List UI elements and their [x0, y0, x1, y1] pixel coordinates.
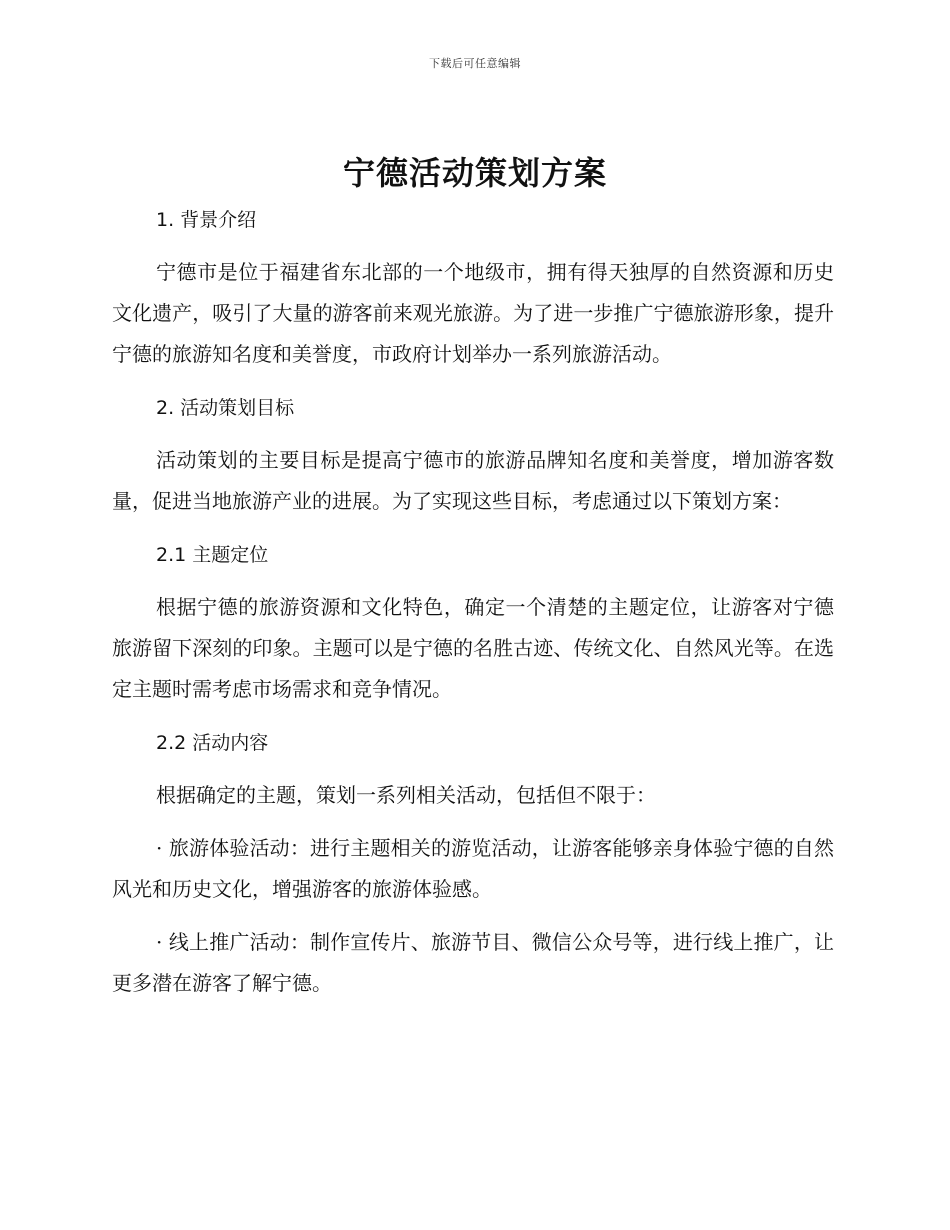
- paragraph-background: 宁德市是位于福建省东北部的一个地级市，拥有得天独厚的自然资源和历史文化遗产，吸引了大量的游客前来观光旅游。为了进一步推广宁德旅游形象，提升宁德的旅游知名度和美誉度，市政府计划举办一系列旅游活动。: [112, 260, 834, 366]
- section-heading-theme: 2.1 主题定位: [156, 544, 269, 566]
- paragraph-theme: 根据宁德的旅游资源和文化特色，确定一个清楚的主题定位，让游客对宁德旅游留下深刻的印象。主题可以是宁德的名胜古迹、传统文化、自然风光等。在选定主题时需考虑市场需求和竞争情况。: [112, 595, 834, 701]
- paragraph-goals: 活动策划的主要目标是提高宁德市的旅游品牌知名度和美誉度，增加游客数量，促进当地旅游产业的进展。为了实现这些目标，考虑通过以下策划方案：: [112, 448, 834, 513]
- document-title: 宁德活动策划方案: [342, 154, 607, 192]
- paragraph-content-intro: 根据确定的主题，策划一系列相关活动，包括但不限于：: [156, 783, 656, 807]
- document-body: [112, 200, 834, 1004]
- section-heading-goals: 2. 活动策划目标: [156, 397, 295, 419]
- section-heading-background: 1. 背景介绍: [156, 209, 257, 231]
- bullet-item-tour-experience: · 旅游体验活动：进行主题相关的游览活动，让游客能够亲身体验宁德的自然风光和历史文化，增强游客的旅游体验感。: [112, 836, 834, 901]
- section-heading-content: 2.2 活动内容: [156, 732, 269, 754]
- header-note: 下载后可任意编辑: [429, 57, 521, 70]
- bullet-item-online-promotion: · 线上推广活动：制作宣传片、旅游节目、微信公众号等，进行线上推广，让更多潜在游客了解宁德。: [112, 930, 834, 995]
